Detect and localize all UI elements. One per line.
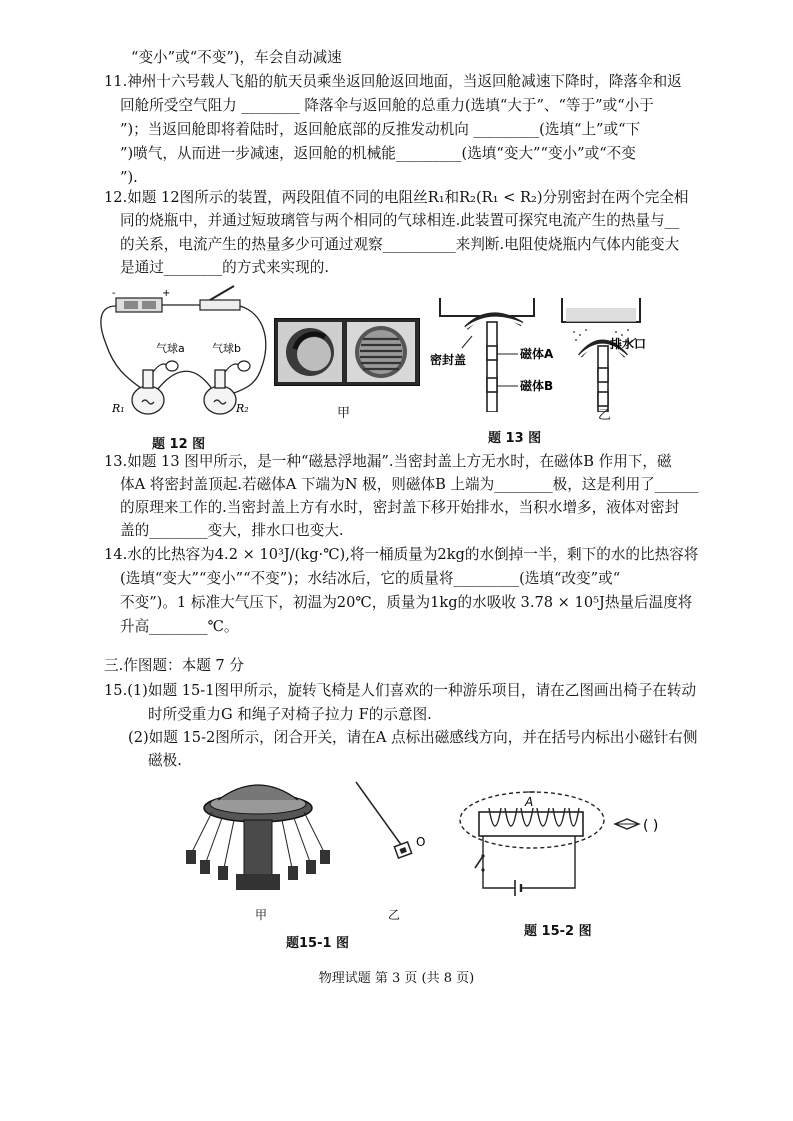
q13-line-3: 的原理来工作的.当密封盖上方有水时，密封盖下移开始排水，当积水增多，液体对密封 — [120, 499, 680, 516]
figure-15-1-yi-label: 乙 — [388, 908, 401, 922]
drain-outlet-label: 排水口 — [610, 337, 647, 351]
q11-line-4: ”)喷气，从而进一步减速，返回舱的机械能_________(选填“变大”“变小”或“不变 — [120, 145, 636, 162]
figure-15-1-jia-swing-ride — [178, 770, 338, 900]
section-three-heading: 三.作图题：本题 7 分 — [104, 657, 244, 674]
magnet-a-label: 磁体A — [520, 347, 554, 361]
r1-label: R₁ — [112, 402, 125, 415]
q11-line-2: 回舱所受空气阻力 ________ 降落伞与返回舱的总重力(选填“大于”、“等于”或“小于 — [120, 97, 654, 114]
svg-text:+: + — [162, 288, 171, 299]
balloon-b-label: 气球b — [212, 342, 241, 355]
q11-line-3: ”)；当返回舱即将着陆时，返回舱底部的反推发动机向 _________(选填“上”或“下 — [120, 121, 641, 138]
q12-line-2: 同的烧瓶中，并通过短玻璃管与两个相同的气球相连.此装置可探究电流产生的热量与__ — [120, 212, 680, 229]
q15-line-4: 磁极. — [148, 752, 182, 769]
q11-line-1: 11.神州十六号载人飞船的航天员乘坐返回舱返回地面，当返回舱减速下降时，降落伞和返 — [104, 73, 682, 90]
q12-line-1: 12.如题 12图所示的装置，两段阻值不同的电阻丝R₁和R₂(R₁ < R₂)分别密封在两个完全相 — [104, 189, 689, 206]
point-a-label: A — [525, 795, 534, 809]
figure-12-circuit — [96, 284, 276, 424]
q15-line-2: 时所受重力G 和绳子对椅子拉力 F的示意图. — [148, 706, 432, 723]
figure-15-2-caption: 题 15-2 图 — [524, 924, 592, 939]
q14-line-4: 升高________℃。 — [120, 618, 239, 635]
figure-13-jia-photos — [274, 318, 420, 386]
compass-bracket-label: ( ) — [643, 818, 659, 834]
figure-15-2-solenoid — [455, 780, 685, 910]
q13-line-1: 13.如题 13 图甲所示，是一种“磁悬浮地漏”.当密封盖上方无水时，在磁体B 作用下，磁 — [104, 453, 672, 470]
figure-13-caption: 题 13 图 — [488, 431, 542, 446]
q11-line-5: ”). — [120, 169, 138, 186]
q14-line-2: (选填“变大”“变小”“不变”)；水结冰后，它的质量将_________(选填“改变”或“ — [120, 570, 621, 587]
figure-13-yi-label: 乙 — [598, 408, 612, 423]
figure-15-1-yi-chair — [350, 780, 440, 870]
figure-12-caption: 题 12 图 — [152, 437, 206, 452]
q13-line-4: 盖的________变大，排水口也变大. — [120, 522, 344, 539]
svg-text:-: - — [112, 288, 116, 299]
figure-15-1-caption: 题15-1 图 — [286, 936, 350, 951]
text-line-continuation: “变小”或“不变”)，车会自动减速 — [131, 49, 342, 66]
point-o-label: O — [416, 835, 426, 849]
page-footer: 物理试题 第 3 页 (共 8 页) — [318, 971, 475, 986]
balloon-a-label: 气球a — [156, 342, 185, 355]
r2-label: R₂ — [236, 402, 249, 415]
q15-line-1: 15.(1)如题 15-1图甲所示，旋转飞椅是人们喜欢的一种游乐项目，请在乙图画出椅子在转动 — [104, 682, 697, 699]
q13-line-2: 体A 将密封盖顶起.若磁体A 下端为N 极，则磁体B 上端为________极，这是利用了______ — [120, 476, 699, 493]
figure-15-1-jia-label: 甲 — [255, 908, 268, 922]
figure-13-jia-label: 甲 — [337, 406, 351, 421]
figure-13-yi-diagrams — [430, 294, 650, 412]
q14-line-3: 不变”)。1 标准大气压下，初温为20℃，质量为1kg的水吸收 3.78 × 10⁵J热量后温度将 — [120, 594, 693, 611]
seal-cover-label: 密封盖 — [430, 353, 467, 367]
magnet-b-label: 磁体B — [520, 379, 554, 393]
q12-line-3: 的关系，电流产生的热量多少可通过观察__________来判断.电阻使烧瓶内气体内能变大 — [120, 236, 680, 253]
q12-line-4: 是通过________的方式来实现的. — [120, 259, 329, 276]
q14-line-1: 14.水的比热容为4.2 × 10³J/(kg·℃),将一桶质量为2kg的水倒掉一半，剩下的水的比热容将 — [104, 546, 699, 563]
q15-line-3: (2)如题 15-2图所示，闭合开关，请在A 点标出磁感线方向，并在括号内标出小磁针右侧 — [128, 729, 698, 746]
